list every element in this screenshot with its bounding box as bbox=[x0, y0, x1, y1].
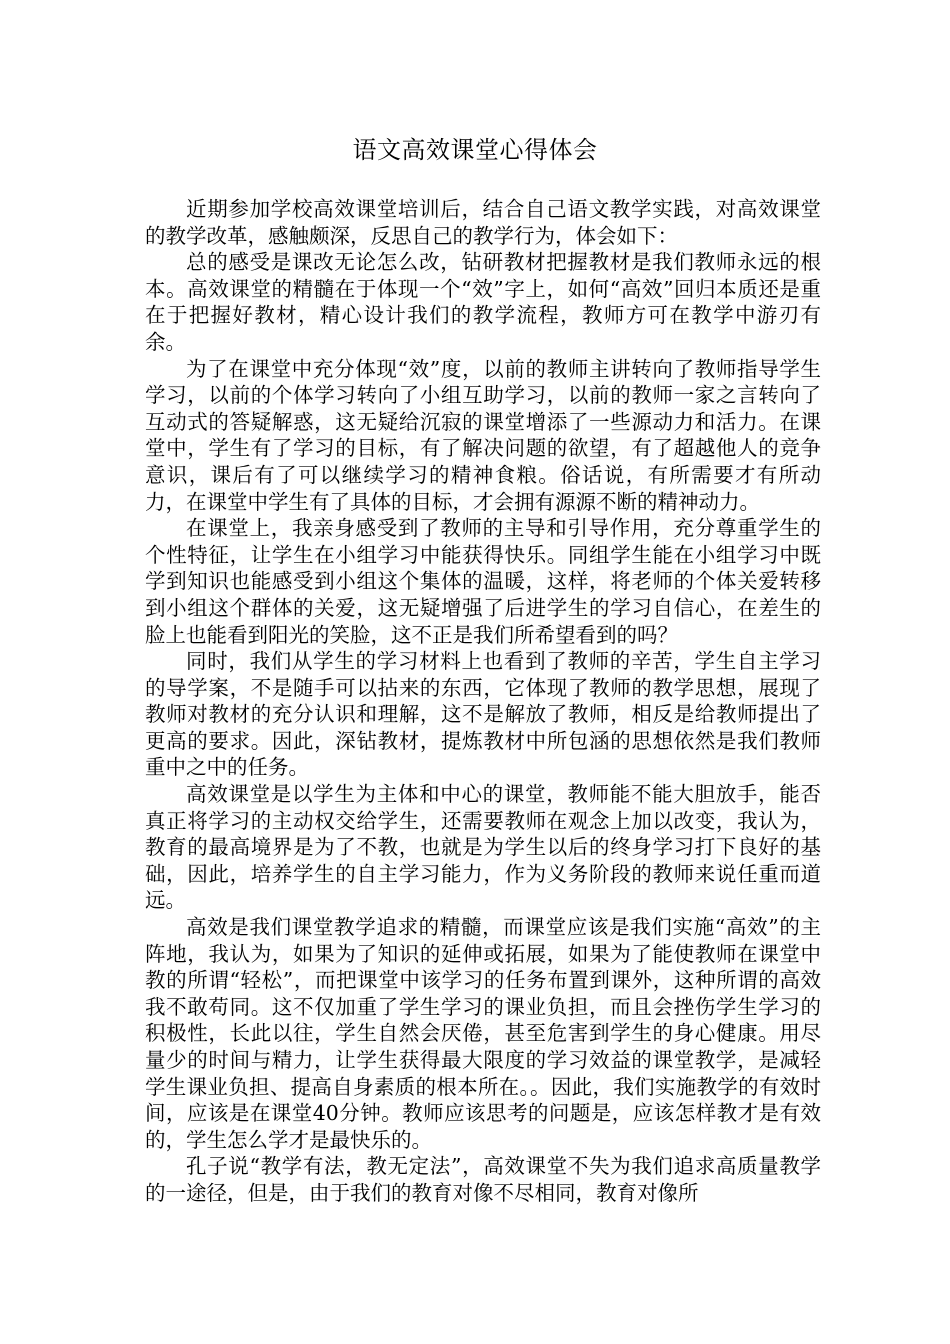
paragraph-1: 近期参加学校高效课堂培训后，结合自己语文教学实践，对高效课堂的教学改革，感触颇深，反思自己的教学行为，体会如下： bbox=[145, 197, 821, 248]
paragraph-7: 高效是我们课堂教学追求的精髓，而课堂应该是我们实施“高效”的主阵地，我认为，如果为了知识的延伸或拓展，如果为了能使教师在课堂中教的所谓“轻松”，而把课堂中该学习的任务布置到课外，这种所谓的高效我不敢苟同。这不仅加重了学生学习的课业负担，而且会挫伤学生学习的积极性，长此以往，学生自然会厌倦，甚至危害到学生的身心健康。用尽量少的时间与精力，让学生获得最大限度的学习效益的课堂教学，是减轻学生课业负担、提高自身素质的根本所在。。因此，我们实施教学的有效时间，应该是在课堂40分钟。教师应该思考的问题是，应该怎样教才是有效的，学生怎么学才是最快乐的。 bbox=[145, 915, 821, 1152]
document-body bbox=[145, 196, 821, 1207]
paragraph-6: 高效课堂是以学生为主体和中心的课堂，教师能不能大胆放手，能否真正将学习的主动权交给学生，还需要教师在观念上加以改变，我认为，教育的最高境界是为了不教，也就是为学生以后的终身学习打下良好的基础，因此，培养学生的自主学习能力，作为义务阶段的教师来说任重而道远。 bbox=[145, 782, 821, 913]
paragraph-3: 为了在课堂中充分体现“效”度，以前的教师主讲转向了教师指导学生学习，以前的个体学习转向了小组互助学习，以前的教师一家之言转向了互动式的答疑解惑，这无疑给沉寂的课堂增添了一些源动力和活力。在课堂中，学生有了学习的目标，有了解决问题的欲望，有了超越他人的竞争意识，课后有了可以继续学习的精神食粮。俗话说，有所需要才有所动力，在课堂中学生有了具体的目标，才会拥有源源不断的精神动力。 bbox=[145, 356, 821, 514]
paragraph-8: 孔子说“教学有法，教无定法”，高效课堂不失为我们追求高质量教学的一途径，但是，由于我们的教育对像不尽相同，教育对像所 bbox=[145, 1154, 821, 1205]
document-title: 语文高效课堂心得体会 bbox=[352, 136, 598, 164]
paragraph-4: 在课堂上，我亲身感受到了教师的主导和引导作用，充分尊重学生的个性特征，让学生在小组学习中能获得快乐。同组学生能在小组学习中既学到知识也能感受到小组这个集体的温暖，这样，将老师的个体关爱转移到小组这个群体的关爱，这无疑增强了后进学生的学习自信心，在差生的脸上也能看到阳光的笑脸，这不正是我们所希望看到的吗？ bbox=[145, 516, 821, 647]
paragraph-5: 同时，我们从学生的学习材料上也看到了教师的辛苦，学生自主学习的导学案，不是随手可以拈来的东西，它体现了教师的教学思想，展现了教师对教材的充分认识和理解，这不是解放了教师，相反是给教师提出了更高的要求。因此，深钻教材，提炼教材中所包涵的思想依然是我们教师重中之中的任务。 bbox=[145, 649, 821, 780]
paragraph-2: 总的感受是课改无论怎么改，钻研教材把握教材是我们教师永远的根本。高效课堂的精髓在于体现一个“效”字上，如何“高效”回归本质还是重在于把握好教材，精心设计我们的教学流程，教师方可在教学中游刃有余。 bbox=[145, 250, 821, 354]
